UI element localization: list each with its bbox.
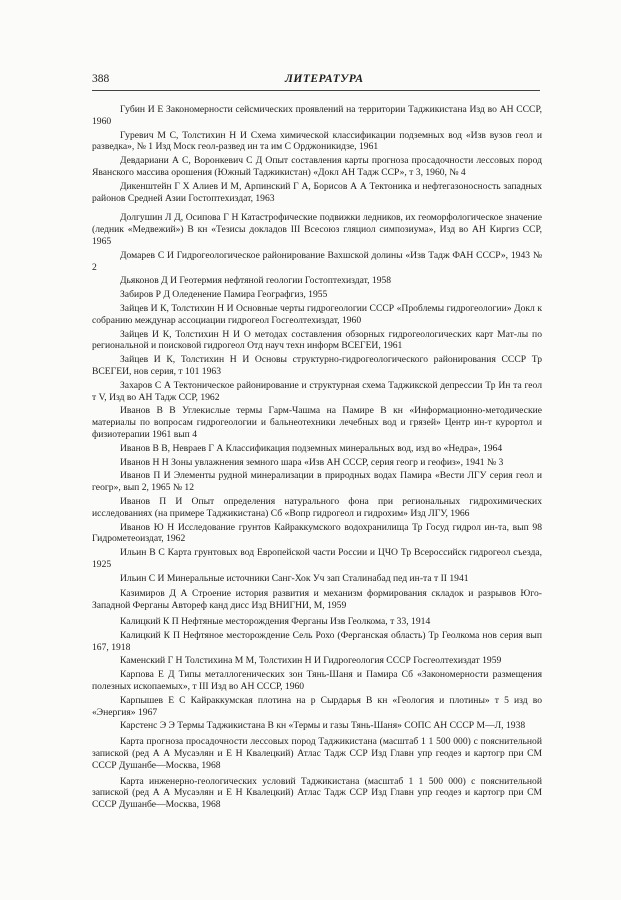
reference-entry: Калицкий К П Нефтяное месторождение Сель Рохо (Ферганская область) Тр Геолкома нов серия вып 167, 1918 bbox=[92, 629, 542, 653]
reference-entry: Захаров С А Тектоническое районирование и структурная схема Таджикской депрессии Тр Ин та геол т V, Изд во АН Тадж ССР, 1962 bbox=[92, 379, 542, 403]
reference-entry: Каменский Г Н Толстихина М М, Толстихин Н И Гидрогеология СССР Госгеолтехиздат 1959 bbox=[120, 655, 502, 667]
reference-entry: Ильин В С Карта грунтовых вод Европейской части России и ЦЧО Тр Всероссийск гидрогеол съезда, 1925 bbox=[92, 547, 542, 570]
reference-entry: Дьяконов Д И Геотермия нефтяной геологии Гостоптехиздат, 1958 bbox=[120, 275, 392, 287]
reference-entry: Зайцев И К, Толстихин Н И Основы структурно-гидрогеологического районирования СССР Тр ВСЕГЕИ, нов серия, т 101 1963 bbox=[92, 354, 542, 377]
reference-entry: Карта инженерно-геологических условий Таджикистана (масштаб 1 1 500 000) с пояснительной запиской (ред А А Мусаэлян и Е Н Квалецкий) Атлас Тадж ССР Изд Главн упр геодез и картогр при СМ СССР Душанбе—Москва, 1968 bbox=[92, 775, 542, 811]
reference-entry: Карстенс Э Э Термы Таджикистана В кн «Термы и газы Тянь-Шаня» СОПС АН СССР М—Л, 1938 bbox=[120, 720, 526, 732]
reference-entry: Иванов В В, Невраев Г А Классификация подземных минеральных вод, изд во «Недра», 1964 bbox=[120, 442, 503, 454]
reference-entry: Иванов П И Элементы рудной минерализации в природных водах Памира «Вести ЛГУ серия геол и геогр», вып 2, 1965 № 12 bbox=[92, 470, 542, 494]
reference-entry: Домарев С И Гидрогеологическое районирование Вахшской долины «Изв Тадж ФАН СССР», 1943 № 2 bbox=[92, 249, 542, 273]
reference-entry: Губин И Е Закономерности сейсмических проявлений на территории Таджикистана Изд во АН СССР, 1960 bbox=[92, 104, 542, 127]
reference-entry: Иванов Н Н Зоны увлажнения земного шара «Изв АН СССР, серия геогр и геофиз», 1941 № 3 bbox=[120, 456, 504, 468]
reference-entry: Зайцев И К, Толстихин Н И О методах составления обзорных гидрогеологических карт Мат-лы по региональной и поисковой гидрогеол Отд науч техн информ ВСЕГЕИ, 1961 bbox=[92, 328, 542, 352]
page-header bbox=[92, 69, 540, 87]
reference-entry: Карпова Е Д Типы металлогенических зон Тянь-Шаня и Памира Сб «Закономерности размещения полезных ископаемых», т III Изд во АН СССР, 1960 bbox=[92, 669, 542, 693]
reference-entry: Ильин С И Минеральные источники Санг-Хок Уч зап Сталинабад пед ин-та т II 1941 bbox=[120, 572, 469, 584]
reference-entry: Иванов Ю Н Исследование грунтов Кайраккумского водохранилища Тр Госуд гидрол ин-та, вып 98 Гидрометеоиздат, 1962 bbox=[92, 521, 542, 545]
reference-entry: Карпышев Е С Кайраккумская плотина на р Сырдарья В кн «Геология и плотины» т 5 изд во «Энергия» 1967 bbox=[92, 694, 542, 718]
reference-entry: Забиров Р Д Оледенение Памира Географгиз, 1955 bbox=[120, 289, 328, 301]
reference-entry: Карта прогноза просадочности лессовых пород Таджикистана (масштаб 1 1 500 000) с пояснительной запиской (ред А А Мусаэлян и Е Н Квалецкий) Атлас Тадж ССР Изд Главн упр геодез и картогр при СМ СССР Душанбе—Москва, 1968 bbox=[92, 736, 542, 771]
running-title: ЛИТЕРАТУРА bbox=[285, 73, 364, 85]
reference-entry: Иванов П И Опыт определения натурального фона при региональных гидрохимических исследованиях (на примере Таджикистана) Сб «Вопр гидрогеол и гидрохим» Изд ЛГУ, 1966 bbox=[92, 495, 542, 519]
reference-entry: Девдариани А С, Воронкевич С Д Опыт составления карты прогноза просадочности лессовых пород Яванского массива орошения (Южный Таджикистан) «Докл АН Тадж ССР», т 3, 1960, № 4 bbox=[92, 155, 542, 178]
reference-entry: Казимиров Д А Строение история развития и механизм формирования складок и разрывов Юго-Западной Ферганы Автореф канд дисс Изд ВНИГНИ, М, 1959 bbox=[92, 588, 542, 612]
reference-entry: Гуревич М С, Толстихин Н И Схема химической классификации подземных вод «Изв вузов геол и разведка», № 1 Изд Моск геол-развед ин та им С Орджоникидзе, 1961 bbox=[92, 129, 542, 153]
reference-entry: Дикенштейн Г Х Алиев И М, Арпинский Г А, Борисов А А Тектоника и нефтегазоносность западных районов Средней Азии Гостоптехиздат, 1963 bbox=[92, 180, 542, 204]
reference-entry: Зайцев И К, Толстихин Н И Основные черты гидрогеологии СССР «Проблемы гидрогеологии» Докл к собранию междунар ассоциации гидрогеол Госгеолтехиздат, 1960 bbox=[92, 302, 542, 326]
reference-list bbox=[92, 104, 542, 813]
reference-entry: Калицкий К П Нефтяные месторождения Ферганы Изв Геолкома, т 33, 1914 bbox=[120, 616, 431, 628]
reference-entry: Долгушин Л Д, Осипова Г Н Катастрофические подвижки ледников, их геоморфологическое значение (ледник «Медвежий») В кн «Тезисы докладов III Всесоюз гляциол симпозиума», Изд во АН Киргиз ССР, 1965 bbox=[92, 212, 542, 247]
reference-entry: Иванов В В Углекислые термы Гарм-Чашма на Памире В кн «Информационно-методические материалы по вопросам гидрогеологии и бальнеотехники лечебных вод и грязей» Центр ин-т курортол и физиотерапии 1961 вып 4 bbox=[92, 405, 542, 440]
page-number: 388 bbox=[92, 73, 110, 85]
header-rule bbox=[92, 90, 540, 91]
